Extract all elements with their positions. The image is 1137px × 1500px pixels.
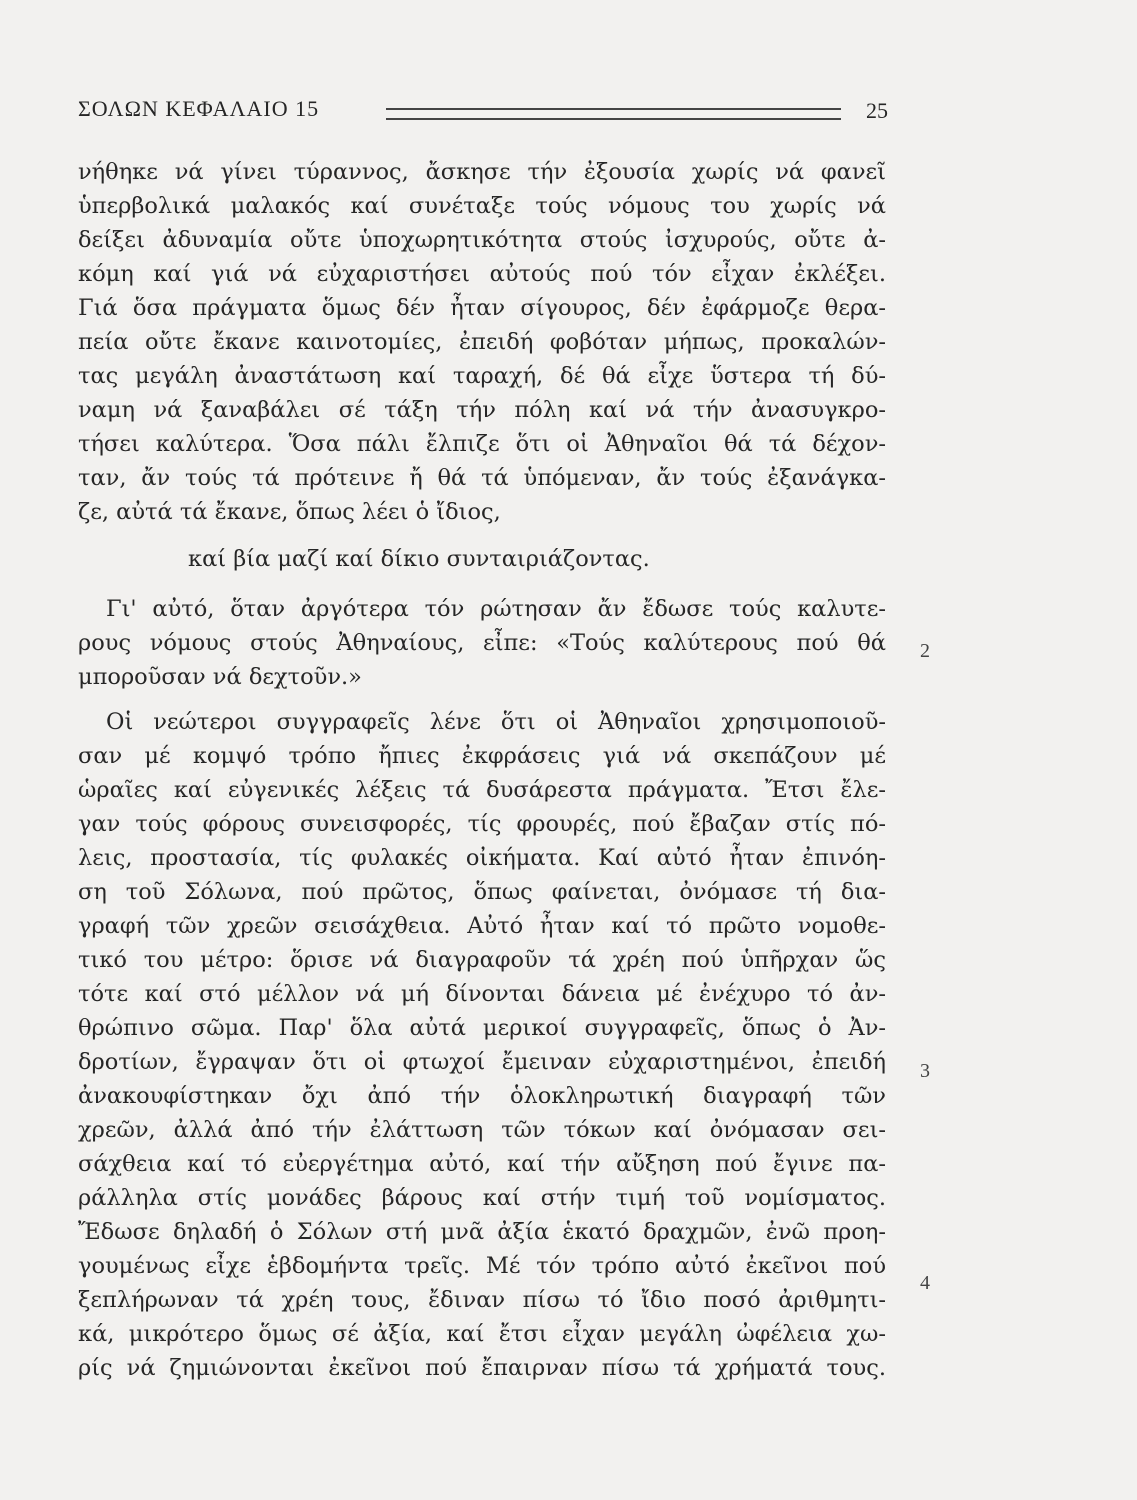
margin-number: 3 xyxy=(920,1060,930,1082)
text-line: Ἔδωσε δηλαδή ὁ Σόλων στή μνᾶ ἀξία ἑκατό δραχμῶν, ἐνῶ προη- xyxy=(78,1219,886,1245)
text-line: ση τοῦ Σόλωνα, πού πρῶτος, ὅπως φαίνεται, ὀνόμασε τή δια- xyxy=(78,879,886,905)
verse-quote: καί βία μαζί καί δίκιο συνταιριάζοντας. xyxy=(188,546,650,572)
text-line: ράλληλα στίς μονάδες βάρους καί στήν τιμή τοῦ νομίσματος. xyxy=(78,1185,886,1211)
text-line: δείξει ἀδυναμία οὔτε ὑποχωρητικότητα στούς ἰσχυρούς, οὔτε ἀ- xyxy=(78,227,886,253)
text-line: τότε καί στό μέλλον νά μή δίνονται δάνεια μέ ἐνέχυρο τό ἀν- xyxy=(78,981,886,1007)
paragraph-gap xyxy=(78,694,886,705)
text-line: ρους νόμους στούς Ἀθηναίους, εἶπε: «Τούς καλύτερους πού θά xyxy=(78,630,886,656)
text-line: γραφή τῶν χρεῶν σεισάχθεια. Αὐτό ἦταν καί τό πρῶτο νομοθε- xyxy=(78,913,886,939)
chapter-title: ΣΟΛΩΝ ΚΕΦΑΛΑΙΟ 15 xyxy=(78,96,320,121)
text-line: Γιά ὅσα πράγματα ὅμως δέν ἦταν σίγουρος, δέν ἐφάρμοζε θερα- xyxy=(78,295,886,321)
margin-number: 2 xyxy=(920,640,930,662)
text-line: χρεῶν, ἀλλά ἀπό τήν ἐλάττωση τῶν τόκων καί ὀνόμασαν σει- xyxy=(78,1117,886,1143)
text-line: κά, μικρότερο ὅμως σέ ἀξία, καί ἔτσι εἶχαν μεγάλη ὠφέλεια χω- xyxy=(78,1321,886,1347)
header-double-rule xyxy=(386,108,841,120)
text-line: ξεπλήρωναν τά χρέη τους, ἔδιναν πίσω τό ἴδιο ποσό ἀριθμητι- xyxy=(78,1287,886,1313)
text-line: θρώπινο σῶμα. Παρ' ὅλα αὐτά μερικοί συγγραφεῖς, ὅπως ὁ Ἀν- xyxy=(78,1015,886,1041)
text-line: γαν τούς φόρους συνεισφορές, τίς φρουρές, πού ἔβαζαν στίς πό- xyxy=(78,811,886,837)
text-line: μποροῦσαν νά δεχτοῦν.» xyxy=(78,664,362,690)
text-line: σαν μέ κομψό τρόπο ἤπιες ἐκφράσεις γιά νά σκεπάζουν μέ xyxy=(78,743,886,769)
text-line: τήσει καλύτερα. Ὅσα πάλι ἔλπιζε ὅτι οἱ Ἀθηναῖοι θά τά δέχον- xyxy=(78,431,886,457)
text-line: δροτίων, ἔγραψαν ὅτι οἱ φτωχοί ἔμειναν εὐχαριστημένοι, ἐπειδή xyxy=(78,1049,886,1075)
text-line: ἀνακουφίστηκαν ὄχι ἀπό τήν ὁλοκληρωτική διαγραφή τῶν xyxy=(78,1083,886,1109)
text-line: Οἱ νεώτεροι συγγραφεῖς λένε ὅτι οἱ Ἀθηναῖοι χρησιμοποιοῦ- xyxy=(106,709,886,735)
text-line: ρίς νά ζημιώνονται ἐκεῖνοι πού ἔπαιρναν πίσω τά χρήματά τους. xyxy=(78,1355,886,1381)
text-line: τας μεγάλη ἀναστάτωση καί ταραχή, δέ θά εἶχε ὕστερα τή δύ- xyxy=(78,363,886,389)
text-line: ζε, αὐτά τά ἔκανε, ὅπως λέει ὁ ἴδιος, xyxy=(78,499,501,525)
text-line: γουμένως εἶχε ἑβδομήντα τρεῖς. Μέ τόν τρόπο αὐτό ἐκεῖνοι πού xyxy=(78,1253,886,1279)
body-text xyxy=(78,155,886,1385)
text-line: ναμη νά ξαναβάλει σέ τάξη τήν πόλη καί νά τήν ἀνασυγκρο- xyxy=(78,397,886,423)
text-line: ὡραῖες καί εὐγενικές λέξεις τά δυσάρεστα πράγματα. Ἔτσι ἔλε- xyxy=(78,777,886,803)
text-line: λεις, προστασία, τίς φυλακές οἰκήματα. Καί αὐτό ἦταν ἐπινόη- xyxy=(78,845,886,871)
text-line: πεία οὔτε ἔκανε καινοτομίες, ἐπειδή φοβόταν μήπως, προκαλών- xyxy=(78,329,886,355)
text-line: κόμη καί γιά νά εὐχαριστήσει αὐτούς πού τόν εἶχαν ἐκλέξει. xyxy=(78,261,886,287)
text-line: σάχθεια καί τό εὐεργέτημα αὐτό, καί τήν αὔξηση πού ἔγινε πα- xyxy=(78,1151,886,1177)
text-line: ταν, ἄν τούς τά πρότεινε ἤ θά τά ὑπόμεναν, ἄν τούς ἐξανάγκα- xyxy=(78,465,886,491)
running-header xyxy=(78,96,893,132)
text-line: νήθηκε νά γίνει τύραννος, ἄσκησε τήν ἐξουσία χωρίς νά φανεῖ xyxy=(78,159,886,185)
margin-number: 4 xyxy=(920,1272,930,1294)
page-number: 25 xyxy=(866,98,888,123)
text-line: ὑπερβολικά μαλακός καί συνέταξε τούς νόμους του χωρίς νά xyxy=(78,193,886,219)
text-line: Γι' αὐτό, ὅταν ἀργότερα τόν ρώτησαν ἄν ἔδωσε τούς καλυτε- xyxy=(106,596,886,622)
text-line: τικό του μέτρο: ὅρισε νά διαγραφοῦν τά χρέη πού ὑπῆρχαν ὥς xyxy=(78,947,886,973)
